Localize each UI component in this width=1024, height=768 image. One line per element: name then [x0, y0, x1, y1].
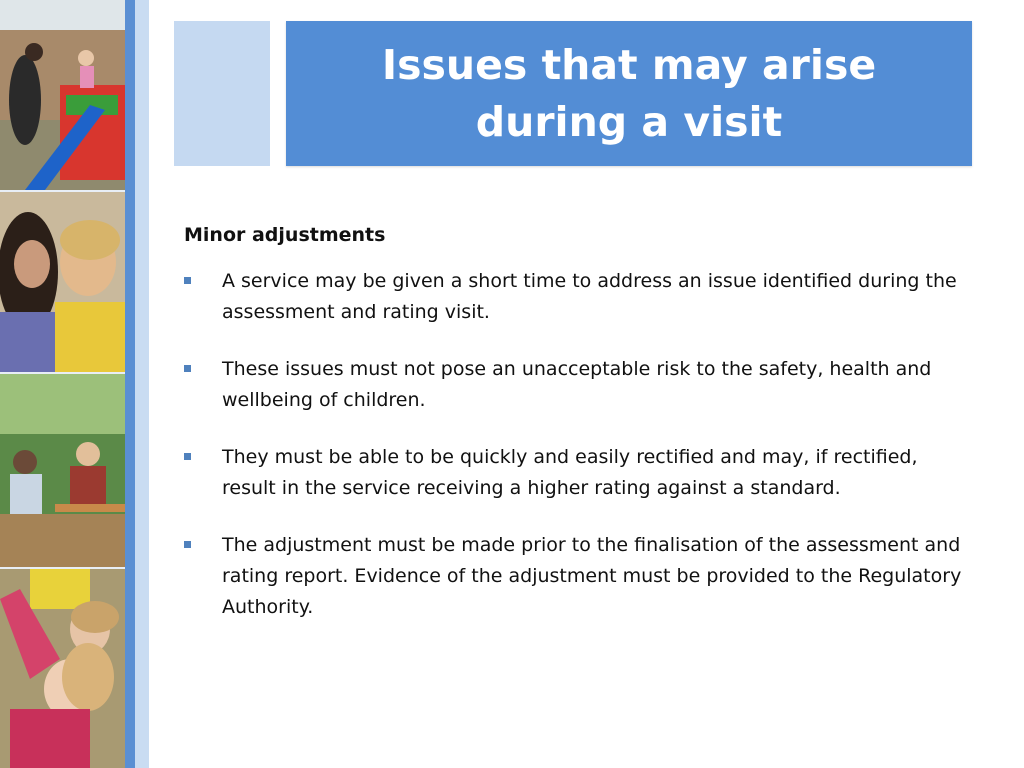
photo-girls-laughing	[0, 569, 125, 768]
photo-children-playing	[0, 374, 125, 567]
bullet-item	[184, 530, 964, 623]
slide-title: Issues that may arise during a visit	[381, 40, 877, 146]
bullet-item	[184, 442, 964, 504]
title-accent-square	[174, 21, 270, 166]
photo-strip	[0, 0, 125, 768]
bullet-item	[184, 354, 964, 416]
bullet-item	[184, 266, 964, 328]
bullet-text: The adjustment must be made prior to the finalisation of the assessment and rating report. Evidence of the adjustment must be provided to the Regulatory Authority.	[222, 534, 962, 618]
accent-stripe-dark	[125, 0, 135, 768]
bullet-text: They must be able to be quickly and easily rectified and may, if rectified, result in the service receiving a higher rating against a standard.	[222, 446, 918, 499]
bullet-text: A service may be given a short time to address an issue identified during the assessment and rating visit.	[222, 270, 957, 323]
square-bullet-icon	[184, 453, 191, 460]
bullet-text: These issues must not pose an unacceptable risk to the safety, health and wellbeing of children.	[222, 358, 932, 411]
photo-children-whispering	[0, 192, 125, 372]
square-bullet-icon	[184, 365, 191, 372]
square-bullet-icon	[184, 277, 191, 284]
square-bullet-icon	[184, 541, 191, 548]
subheading: Minor adjustments	[184, 224, 386, 246]
bullet-list	[184, 266, 964, 623]
slide-content	[184, 224, 964, 649]
accent-stripe-light	[135, 0, 149, 768]
title-box	[286, 21, 972, 166]
photo-playground-slide	[0, 0, 125, 190]
